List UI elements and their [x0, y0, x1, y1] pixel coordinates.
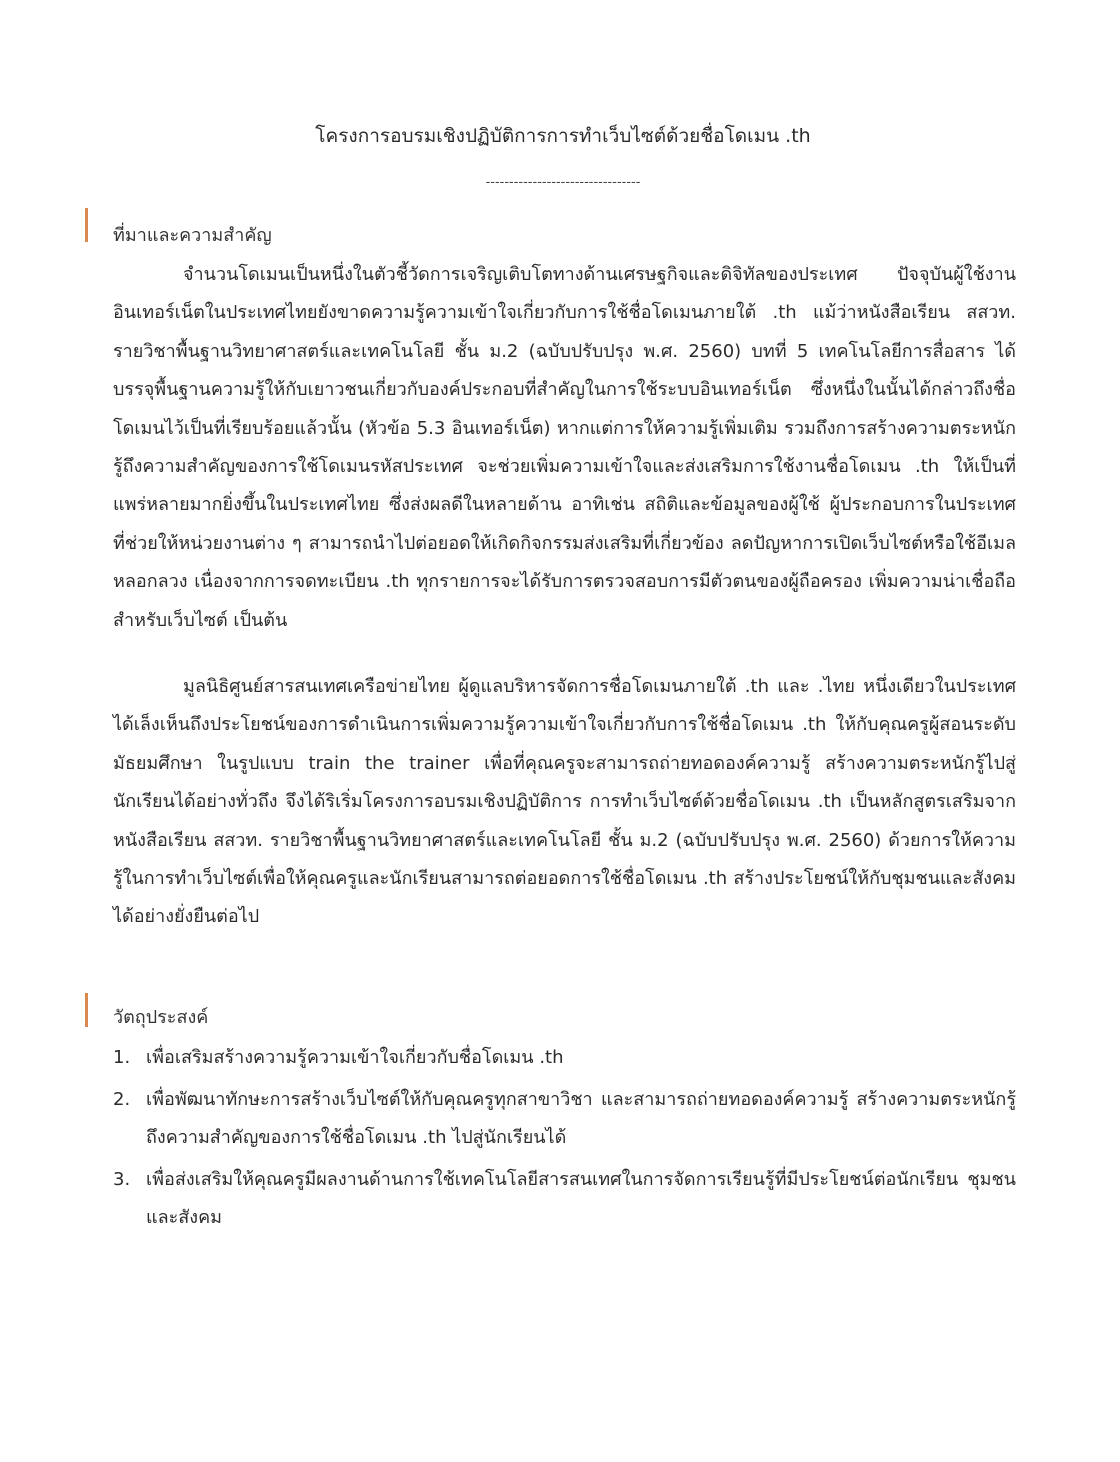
title-divider: ---------------------------------	[485, 175, 641, 190]
objective-number: 2.	[113, 1089, 131, 1110]
objective-item	[113, 1039, 1016, 1077]
objective-text: เพื่อส่งเสริมให้คุณครูมีผลงานด้านการใช้เทคโนโลยีสารสนเทศในการจัดการเรียนรู้ที่มีประโยชน์ต่อนักเรียน ชุมชนและสังคม	[146, 1169, 1016, 1228]
objectives-heading: วัตถุประสงค์	[113, 1007, 209, 1028]
objective-number: 1.	[113, 1047, 131, 1068]
background-paragraph-2: มูลนิธิศูนย์สารสนเทศเครือข่ายไทย ผู้ดูแลบริหารจัดการชื่อโดเมนภายใต้ .th และ .ไทย หนึ่งเดียวในประเทศ ได้เล็งเห็นถึงประโยชน์ของการดำเนินการเพิ่มความรู้ความเข้าใจเกี่ยวกับการใช้ชื่อโดเมน .th ให้กับคุณครูผู้สอนระดับมัธยมศึกษา ในรูปแบบ train the trainer เพื่อที่คุณครูจะสามารถถ่ายทอดองค์ความรู้ สร้างความตระหนักรู้ไปสู่นักเรียนได้อย่างทั่วถึง จึงได้ริเริ่มโครงการอบรมเชิงปฏิบัติการ การทำเว็บไซต์ด้วยชื่อโดเมน .th เป็นหลักสูตรเสริมจากหนังสือเรียน สสวท. รายวิชาพื้นฐานวิทยาศาสตร์และเทคโนโลยี ชั้น ม.2 (ฉบับปรับปรุง พ.ศ. 2560) ด้วยการให้ความรู้ในการทำเว็บไซต์เพื่อให้คุณครูและนักเรียนสามารถต่อยอดการใช้ชื่อโดเมน .th สร้างประโยชน์ให้กับชุมชนและสังคมได้อย่างยั่งยืนต่อไป	[113, 676, 1016, 928]
objective-text: เพื่อพัฒนาทักษะการสร้างเว็บไซต์ให้กับคุณครูทุกสาขาวิชา และสามารถถ่ายทอดองค์ความรู้ สร้างความตระหนักรู้ถึงความสำคัญของการใช้ชื่อโดเมน .th ไปสู่นักเรียนได้	[146, 1089, 1016, 1148]
section-accent-bar	[85, 208, 88, 242]
objectives-list	[113, 1039, 1016, 1241]
background-paragraph-1: จำนวนโดเมนเป็นหนึ่งในตัวชี้วัดการเจริญเติบโตทางด้านเศรษฐกิจและดิจิทัลของประเทศ ปัจจุบันผู้ใช้งานอินเทอร์เน็ตในประเทศไทยยังขาดความรู้ความเข้าใจเกี่ยวกับการใช้ชื่อโดเมนภายใต้ .th แม้ว่าหนังสือเรียน สสวท. รายวิชาพื้นฐานวิทยาศาสตร์และเทคโนโลยี ชั้น ม.2 (ฉบับปรับปรุง พ.ศ. 2560) บทที่ 5 เทคโนโลยีการสื่อสาร ได้บรรจุพื้นฐานความรู้ให้กับเยาวชนเกี่ยวกับองค์ประกอบที่สำคัญในการใช้ระบบอินเทอร์เน็ต ซึ่งหนึ่งในนั้นได้กล่าวถึงชื่อโดเมนไว้เป็นที่เรียบร้อยแล้วนั้น (หัวข้อ 5.3 อินเทอร์เน็ต) หากแต่การให้ความรู้เพิ่มเติม รวมถึงการสร้างความตระหนักรู้ถึงความสำคัญของการใช้โดเมนรหัสประเทศ จะช่วยเพิ่มความเข้าใจและส่งเสริมการใช้งานชื่อโดเมน .th ให้เป็นที่แพร่หลายมากยิ่งขึ้นในประเทศไทย ซึ่งส่งผลดีในหลายด้าน อาทิเช่น สถิติและข้อมูลของผู้ใช้ ผู้ประกอบการในประเทศ ที่ช่วยให้หน่วยงานต่าง ๆ สามารถนำไปต่อยอดให้เกิดกิจกรรมส่งเสริมที่เกี่ยวข้อง ลดปัญหาการเปิดเว็บไซต์หรือใช้อีเมลหลอกลวง เนื่องจากการจดทะเบียน .th ทุกรายการจะได้รับการตรวจสอบการมีตัวตนของผู้ถือครอง เพิ่มความน่าเชื่อถือสำหรับเว็บไซต์ เป็นต้น	[113, 264, 1016, 631]
objective-item	[113, 1161, 1016, 1237]
objective-text: เพื่อเสริมสร้างความรู้ความเข้าใจเกี่ยวกับชื่อโดเมน .th	[146, 1047, 564, 1068]
background-heading: ที่มาและความสำคัญ	[113, 225, 272, 246]
section-accent-bar	[85, 993, 88, 1027]
objective-number: 3.	[113, 1169, 131, 1190]
document-title: โครงการอบรมเชิงปฏิบัติการการทำเว็บไซต์ด้วยชื่อโดเมน .th	[315, 125, 811, 147]
objective-item	[113, 1081, 1016, 1157]
